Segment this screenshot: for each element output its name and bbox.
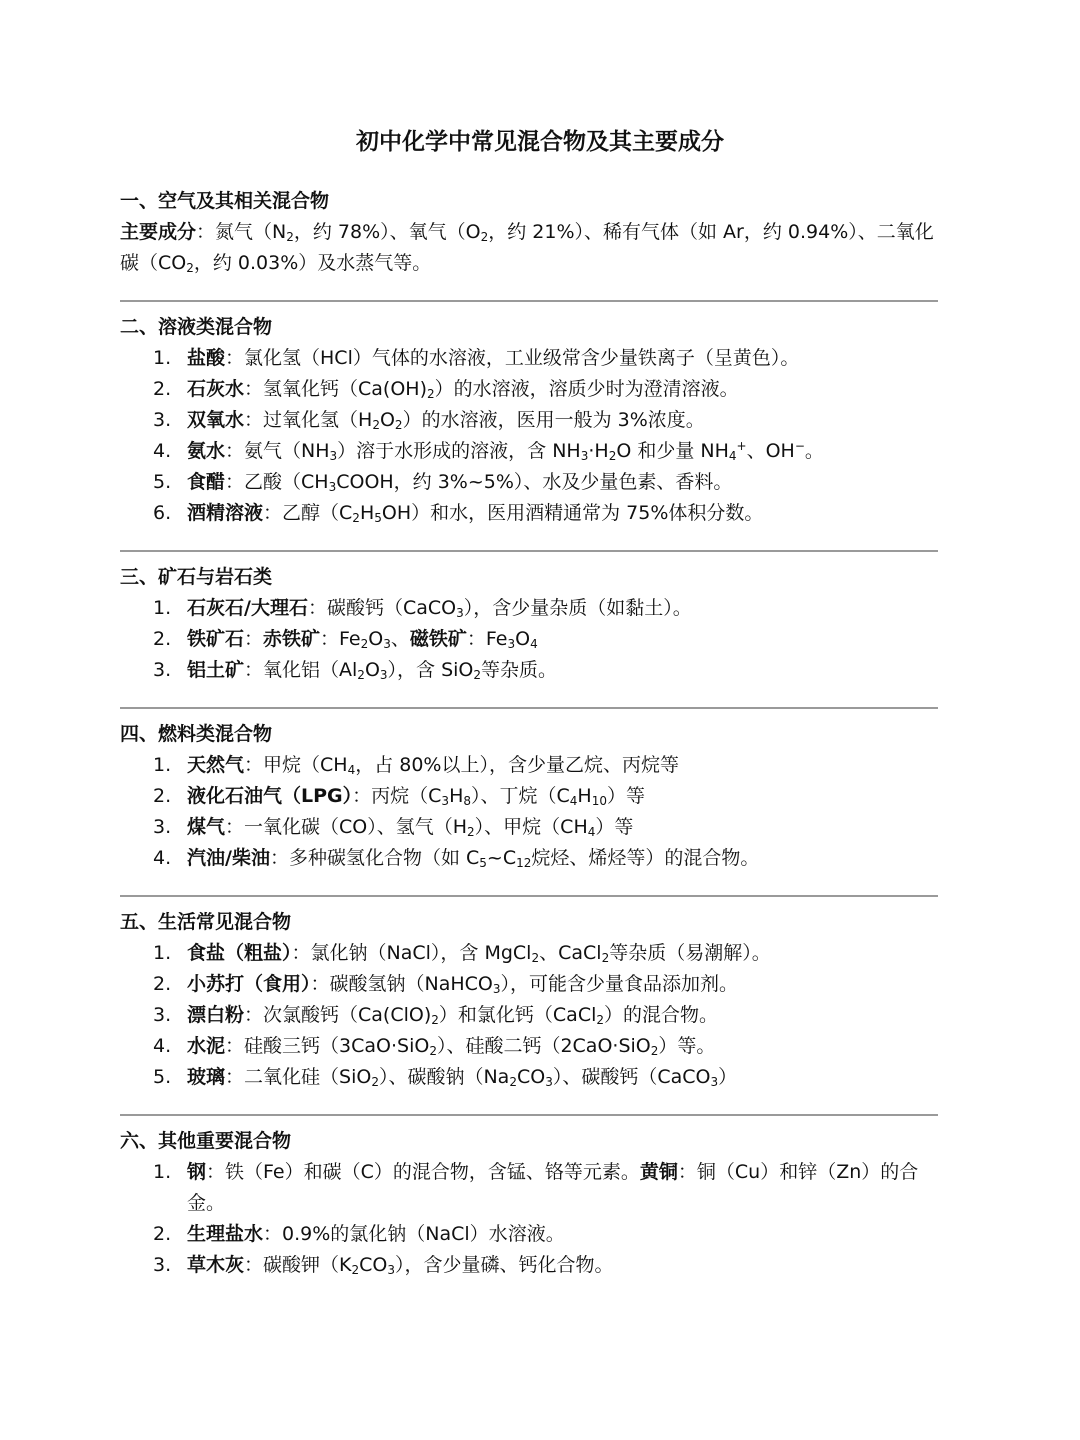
section-heading: 二、溶液类混合物 (120, 316, 273, 338)
section-daily-life (120, 907, 938, 1093)
ores-list (120, 593, 938, 686)
list-item: 5. 食醋：乙酸（$CH_3COOH$，约 3%~5%）、水及少量色素、香料。 (153, 471, 733, 494)
list-item: 3. 漂白粉：次氯酸钙$(Ca(ClO)_2)$和氯化钙（CaCl$_2$）的混合物。 (153, 1004, 719, 1027)
section-divider (120, 550, 938, 552)
section-heading: 一、空气及其相关混合物 (120, 190, 330, 212)
list-item: 2. 小苏打（食用）：碳酸氢钠（NaHCO$_3$），可能含少量食品添加剂。 (153, 973, 739, 996)
air-composition-text: 主要成分：氮气（$N_2$，约 78%）、氧气（$O_2$，约 21%）、稀有气体（如 Ar，约 0.94%）、二氧化碳（$CO_2$，约 0.03%）及水蒸气等。 (120, 221, 934, 275)
list-item: 2. 铁矿石：赤铁矿：$Fe_2O_3$、磁铁矿：$Fe_3O_4$ (153, 628, 538, 651)
list-item: 5. 玻璃：二氧化硅（SiO$_2$）、碳酸钠$(Na_2CO_3)$、碳酸钙（CaCO$_3$） (153, 1066, 738, 1089)
list-item: 2. 石灰水：氢氧化钙$(Ca(OH)_2)$的水溶液，溶质少时为澄清溶液。 (153, 378, 739, 401)
section-heading: 五、生活常见混合物 (120, 911, 292, 933)
list-item: 4. 汽油/柴油：多种碳氢化合物（如 $C_5\sim C_{12}$烷烃、烯烃等）的混合物。 (153, 847, 760, 870)
page-title: 初中化学中常见混合物及其主要成分 (356, 129, 724, 155)
list-item: 1. 天然气：甲烷（$CH_4$，占 80%以上），含少量乙烷、丙烷等 (153, 754, 679, 777)
list-item: 1. 食盐（粗盐）：氯化钠（NaCl），含 MgCl$_2$、CaCl$_2$等杂质（易潮解）。 (153, 942, 771, 965)
section-heading: 三、矿石与岩石类 (120, 566, 273, 588)
section-other (120, 1126, 938, 1281)
document-body (120, 186, 938, 1281)
list-item: 1. 石灰石/大理石：碳酸钙（CaCO$_3$），含少量杂质（如黏土）。 (153, 597, 692, 620)
list-item: 3. 草木灰：碳酸钾$(K_2CO_3)$，含少量磷、钙化合物。 (153, 1254, 614, 1277)
fuels-list (120, 750, 938, 874)
list-item: 2. 液化石油气（LPG）：丙烷$(C_3H_8)$、丁烷$(C_4H_{10})$等 (153, 785, 646, 808)
list-item: 3. 双氧水：过氧化氢$(H_2O_2)$的水溶液，医用一般为 3%浓度。 (153, 409, 705, 432)
keyword: 主要成分 (120, 221, 197, 243)
section-divider (120, 300, 938, 302)
section-heading: 六、其他重要混合物 (120, 1130, 292, 1152)
list-item: 2. 生理盐水：0.9%的氯化钠（NaCl）水溶液。 (153, 1223, 565, 1245)
section-heading: 四、燃料类混合物 (120, 723, 273, 745)
section-ores (120, 562, 938, 686)
daily-life-list (120, 938, 938, 1093)
list-item: 4. 水泥：硅酸三钙（3CaO·SiO$_2$）、硅酸二钙（2CaO·SiO$_2$）等。 (153, 1035, 716, 1058)
list-item: 3. 铝土矿：氧化铝$(Al_2O_3)$，含 SiO$_2$等杂质。 (153, 659, 558, 682)
list-item: 1. 盐酸：氯化氢（HCl）气体的水溶液，工业级常含少量铁离子（呈黄色）。 (153, 347, 800, 369)
list-item: 3. 煤气：一氧化碳（CO）、氢气$(H_2)$、甲烷$(CH_4)$等 (153, 816, 634, 839)
section-divider (120, 895, 938, 897)
section-solutions (120, 312, 938, 529)
solutions-list (120, 343, 938, 529)
other-list (120, 1157, 938, 1281)
list-item: 4. 氨水：氨气$(NH_3)$溶于水形成的溶液，含 $NH_3\cdot H_2O$ 和少量 $NH_4^+$、OH−。 (153, 439, 824, 463)
section-air (120, 186, 938, 279)
section-divider (120, 1114, 938, 1116)
section-divider (120, 707, 938, 709)
list-item: 6. 酒精溶液：乙醇$(C_2H_5OH)$和水，医用酒精通常为 75%体积分数。 (153, 502, 764, 525)
section-fuels (120, 719, 938, 874)
list-item: 1. 钢：铁（Fe）和碳（C）的混合物，含锰、铬等元素。黄铜：铜（Cu）和锌（Zn）的合金。 (153, 1161, 919, 1214)
